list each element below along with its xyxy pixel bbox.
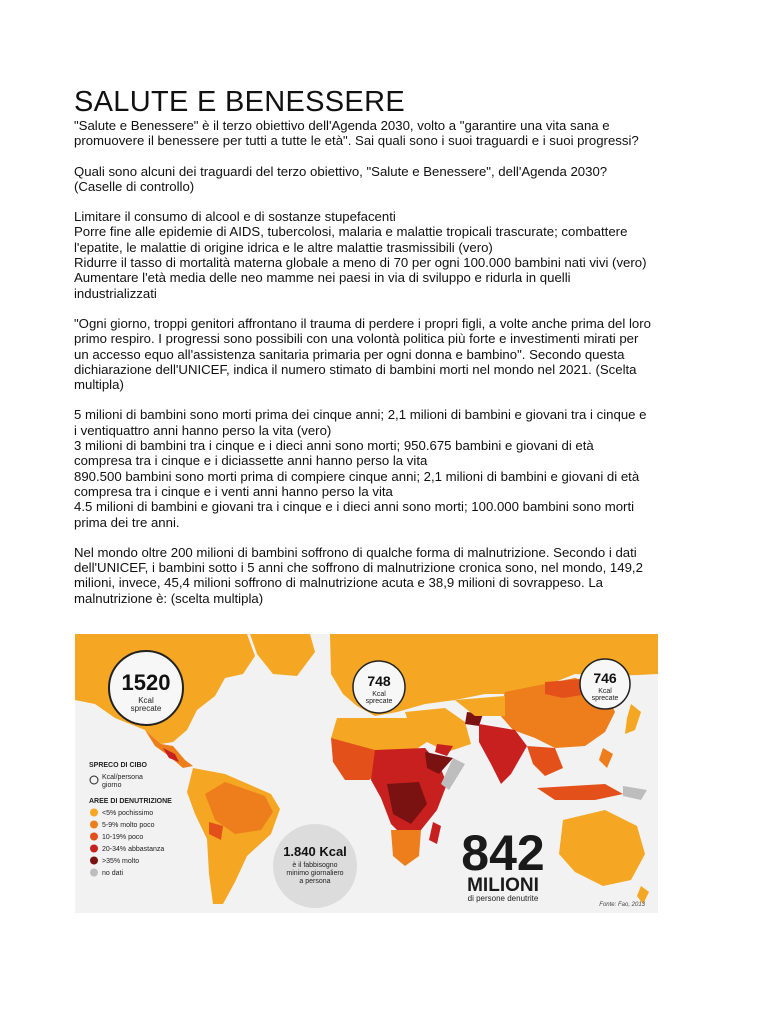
bubble-label: sprecate: [591, 695, 619, 702]
option-line: 890.500 bambini sono morti prima di compiere cinque anni; 2,1 milioni di bambini e giovani di età: [74, 468, 640, 484]
option-line: 5 milioni di bambini sono morti prima dei cinque anni; 2,1 milioni di bambini e giovani tra i cinque e: [74, 407, 647, 423]
text-line: dichiarazione dell'UNICEF, indica il numero stimato di bambini morti nel mondo nel 2021. (Scelta: [74, 361, 637, 377]
kcal-caption: minimo giornaliero: [286, 870, 344, 877]
text-line: malnutrizione è: (scelta multipla): [74, 590, 264, 606]
kcal-value: 1.840 Kcal: [283, 844, 347, 859]
question-3: [74, 545, 704, 606]
document-page: [74, 86, 704, 606]
option-line: Aumentare l'età media delle neo mamme nei paesi in via di sviluppo e ridurla in quelli: [74, 270, 571, 286]
option-line: Limitare il consumo di alcool e di sostanze stupefacenti: [74, 209, 396, 225]
bubble-label: Kcal: [598, 688, 612, 695]
text-line: Quali sono alcuni dei traguardi del terzo obiettivo, "Salute e Benessere", dell'Agenda 2030?: [74, 163, 608, 179]
big-number: 842: [461, 825, 545, 881]
bubble-746: [580, 659, 630, 709]
world-map: [75, 634, 658, 913]
option-line: i ventiquattro anni hanno perso la vita (vero): [74, 422, 332, 438]
bubble-label: sprecate: [365, 698, 393, 705]
bubble-label: sprecate: [130, 704, 162, 713]
bubble-748: [353, 661, 405, 713]
text-line: "Ogni giorno, troppi genitori affrontano il trauma di perdere i propri figli, a volte anche prima del loro: [74, 315, 651, 331]
option-line: 3 milioni di bambini tra i cinque e i dieci anni sono morti; 950.675 bambini e giovani di età: [74, 438, 594, 454]
legend-item-label: <5% pochissimo: [102, 810, 154, 817]
source-note: Fonte: Fao, 2013: [599, 902, 645, 908]
legend-title: SPRECO DI CIBO: [89, 762, 147, 769]
legend-swatch: [90, 809, 98, 817]
option-line: Ridurre il tasso di mortalità materna globale a meno di 70 per ogni 100.000 bambini nati vivi (vero): [74, 255, 647, 271]
big-caption: di persone denutrite: [467, 894, 539, 903]
intro-paragraph: [74, 118, 704, 149]
legend-label: giorno: [102, 782, 122, 789]
text-line: multipla): [74, 377, 124, 393]
legend-swatch: [90, 845, 98, 853]
bubble-value: 1520: [121, 670, 171, 695]
question-2: [74, 316, 704, 392]
text-line: primo respiro. I progressi sono possibili con una volontà politica più forte e investimenti mirati per: [74, 331, 639, 347]
text-line: milioni, invece, 45,4 milioni soffrono di malnutrizione acuta e 38,9 milioni di sovrappeso. La: [74, 575, 604, 591]
text-line: dell'UNICEF, i bambini sotto i 5 anni che soffrono di malnutrizione cronica sono, nel mondo, 149,2: [74, 560, 643, 576]
bubble-label: Kcal: [372, 691, 386, 698]
option-line: compresa tra i cinque e i venti anni hanno perso la vita: [74, 483, 393, 499]
option-line: Porre fine alle epidemie di AIDS, tubercolosi, malaria e malattie tropicali trascurate; combattere: [74, 224, 628, 240]
page-title: SALUTE E BENESSERE: [74, 86, 405, 118]
legend-swatch: [90, 869, 98, 877]
option-line: industrializzati: [74, 285, 157, 301]
legend-item-label: >35% molto: [102, 858, 140, 865]
denourished-total: [461, 825, 544, 903]
question-1-options: [74, 209, 704, 301]
big-unit: MILIONI: [467, 875, 539, 896]
bubble-label: Kcal: [138, 696, 154, 705]
text-line: promuovere il benessere per tutti a tutte le età". Sai quali sono i suoi traguardi e i suoi progressi?: [74, 133, 639, 149]
legend-item-label: 10-19% poco: [102, 834, 144, 841]
legend-swatch: [90, 821, 98, 829]
legend-label: Kcal/persona: [102, 774, 143, 781]
kcal-requirement-circle: [273, 824, 357, 908]
kcal-caption: è il fabbisogno: [292, 862, 338, 869]
text-line: "Salute e Benessere" è il terzo obiettivo dell'Agenda 2030, volto a "garantire una vita sana e: [74, 118, 610, 133]
kcal-caption: a persona: [299, 878, 331, 885]
legend-swatch: [90, 857, 98, 865]
text-line: Nel mondo oltre 200 milioni di bambini soffrono di qualche forma di malnutrizione. Secondo i dati: [74, 544, 637, 560]
malnutrition-world-map-infographic: [75, 634, 658, 913]
question-2-options: [74, 407, 704, 529]
bubble-value: 746: [593, 670, 617, 686]
bubble-1520: [109, 651, 183, 725]
legend-swatch: [90, 833, 98, 841]
legend-item-label: 20-34% abbastanza: [102, 846, 165, 853]
text-line: un accesso equo all'assistenza sanitaria primaria per ogni donna e bambino". Secondo questa: [74, 346, 625, 362]
text-line: (Caselle di controllo): [74, 178, 195, 194]
question-1: [74, 164, 704, 195]
option-line: 4.5 milioni di bambini e giovani tra i cinque e i dieci anni sono morti; 100.000 bambini sono morti: [74, 499, 635, 515]
legend-item-label: 5-9% molto poco: [102, 822, 155, 829]
bubble-value: 748: [367, 673, 391, 689]
legend-title: AREE DI DENUTRIZIONE: [89, 798, 172, 805]
option-line: compresa tra i cinque e i diciassette anni hanno perso la vita: [74, 453, 428, 469]
option-line: l'epatite, le malattie di origine idrica e le altre malattie trasmissibili (vero): [74, 239, 493, 255]
legend-item-label: no dati: [102, 870, 124, 877]
option-line: prima dei tre anni.: [74, 514, 180, 530]
